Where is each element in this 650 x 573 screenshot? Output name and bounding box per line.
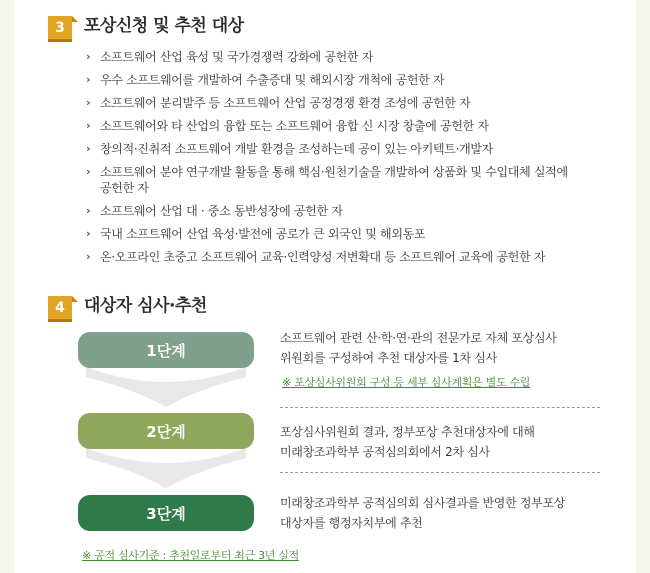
step-connector	[78, 448, 254, 488]
divider	[280, 407, 600, 408]
section-3-badge	[48, 16, 72, 42]
list-item: › 소프트웨어 분리발주 등 소프트웨어 산업 공정경쟁 환경 조성에 공헌한 자	[86, 96, 471, 110]
chevron-right-icon: ›	[86, 250, 91, 263]
section-3-number: 3	[55, 19, 65, 36]
chevron-right-icon: ›	[86, 50, 91, 63]
chevron-right-icon: ›	[86, 165, 91, 178]
eligibility-list	[86, 49, 606, 272]
step-1-description: 소프트웨어 관련 산·학·연·관의 전문가로 자체 포상심사 위원회를 구성하여 추천 대상자를 1차 심사	[280, 331, 557, 365]
section-4-title: 대상자 심사·추천	[84, 296, 207, 316]
list-item: › 창의적·진취적 소프트웨어 개발 환경을 조성하는데 공이 있는 아키텍트·개발자	[86, 142, 493, 156]
list-item: › 소프트웨어와 타 산업의 융합 또는 소프트웨어 융합 신 시장 창출에 공헌한 자	[86, 119, 489, 133]
chevron-right-icon: ›	[86, 96, 91, 109]
list-item: › 소프트웨어 분야 연구개발 활동을 통해 핵심·원천기술을 개발하여 상품화 및 수입대체 실적에 공헌한 자	[86, 165, 568, 195]
list-item: › 소프트웨어 산업 대 · 중소 동반성장에 공헌한 자	[86, 204, 343, 218]
chevron-right-icon: ›	[86, 142, 91, 155]
list-item: › 온·오프라인 초중고 소프트웨어 교육·인력양성 저변확대 등 소프트웨어 교육에 공헌한 자	[86, 250, 546, 264]
chevron-right-icon: ›	[86, 204, 91, 217]
divider	[280, 472, 600, 473]
section-3-title: 포상신청 및 추천 대상	[84, 16, 244, 36]
review-criteria-footnote: ※ 공적 심사기준 : 추천일로부터 최근 3년 실적	[82, 549, 299, 562]
step-2-box: 2단계	[78, 413, 254, 449]
list-item: › 우수 소프트웨어를 개발하여 수출증대 및 해외시장 개척에 공헌한 자	[86, 73, 445, 87]
step-connector	[78, 367, 254, 407]
section-4-number: 4	[55, 299, 65, 316]
list-item: › 국내 소프트웨어 산업 육성·발전에 공로가 큰 외국인 및 해외동포	[86, 227, 426, 241]
chevron-right-icon: ›	[86, 119, 91, 132]
step-1-box: 1단계	[78, 332, 254, 368]
step-3-description: 미래창조과학부 공적심의회 심사결과를 반영한 정부포상 대상자를 행정자치부에 추천	[280, 496, 566, 530]
section-4-badge	[48, 296, 72, 322]
badge-fold-icon	[72, 296, 78, 302]
chevron-right-icon: ›	[86, 73, 91, 86]
step-2-description: 포상심사위원회 결과, 정부포상 추천대상자에 대해 미래창조과학부 공적심의회에서 2차 심사	[280, 425, 535, 459]
list-item: › 소프트웨어 산업 육성 및 국가경쟁력 강화에 공헌한 자	[86, 50, 374, 64]
step-3-box: 3단계	[78, 495, 254, 531]
step-1-note: ※ 포상심사위원회 구성 등 세부 심사계획은 별도 수립	[282, 376, 531, 389]
chevron-right-icon: ›	[86, 227, 91, 240]
badge-fold-icon	[72, 16, 78, 22]
